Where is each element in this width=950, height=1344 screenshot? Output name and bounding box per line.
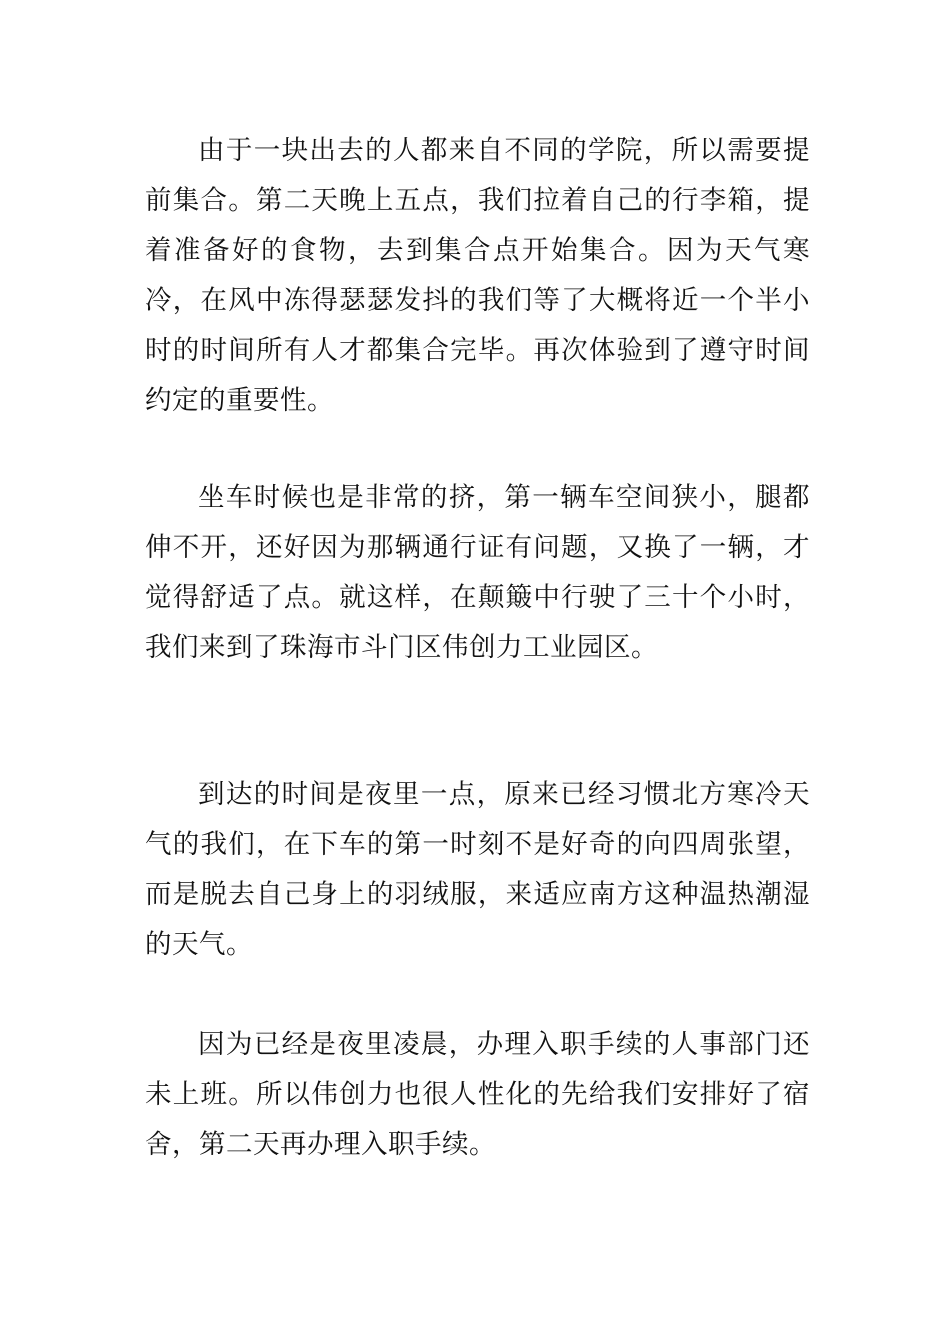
paragraph-4: 因为已经是夜里凌晨，办理入职手续的人事部门还未上班。所以伟创力也很人性化的先给我们安排好了宿舍，第二天再办理入职手续。 xyxy=(145,1029,810,1160)
paragraph-2: 坐车时候也是非常的挤，第一辆车空间狭小，腿都伸不开，还好因为那辆通行证有问题，又换了一辆，才觉得舒适了点。就这样，在颠簸中行驶了三十个小时，我们来到了珠海市斗门区伟创力工业园区。 xyxy=(145,482,810,663)
paragraph-1: 由于一块出去的人都来自不同的学院，所以需要提前集合。第二天晚上五点，我们拉着自己的行李箱，提着准备好的食物，去到集合点开始集合。因为天气寒冷，在风中冻得瑟瑟发抖的我们等了大概将近一个半小时的时间所有人才都集合完毕。再次体验到了遵守时间约定的重要性。 xyxy=(145,135,810,416)
paragraph-3: 到达的时间是夜里一点，原来已经习惯北方寒冷天气的我们，在下车的第一时刻不是好奇的向四周张望，而是脱去自己身上的羽绒服，来适应南方这种温热潮湿的天气。 xyxy=(145,779,810,960)
